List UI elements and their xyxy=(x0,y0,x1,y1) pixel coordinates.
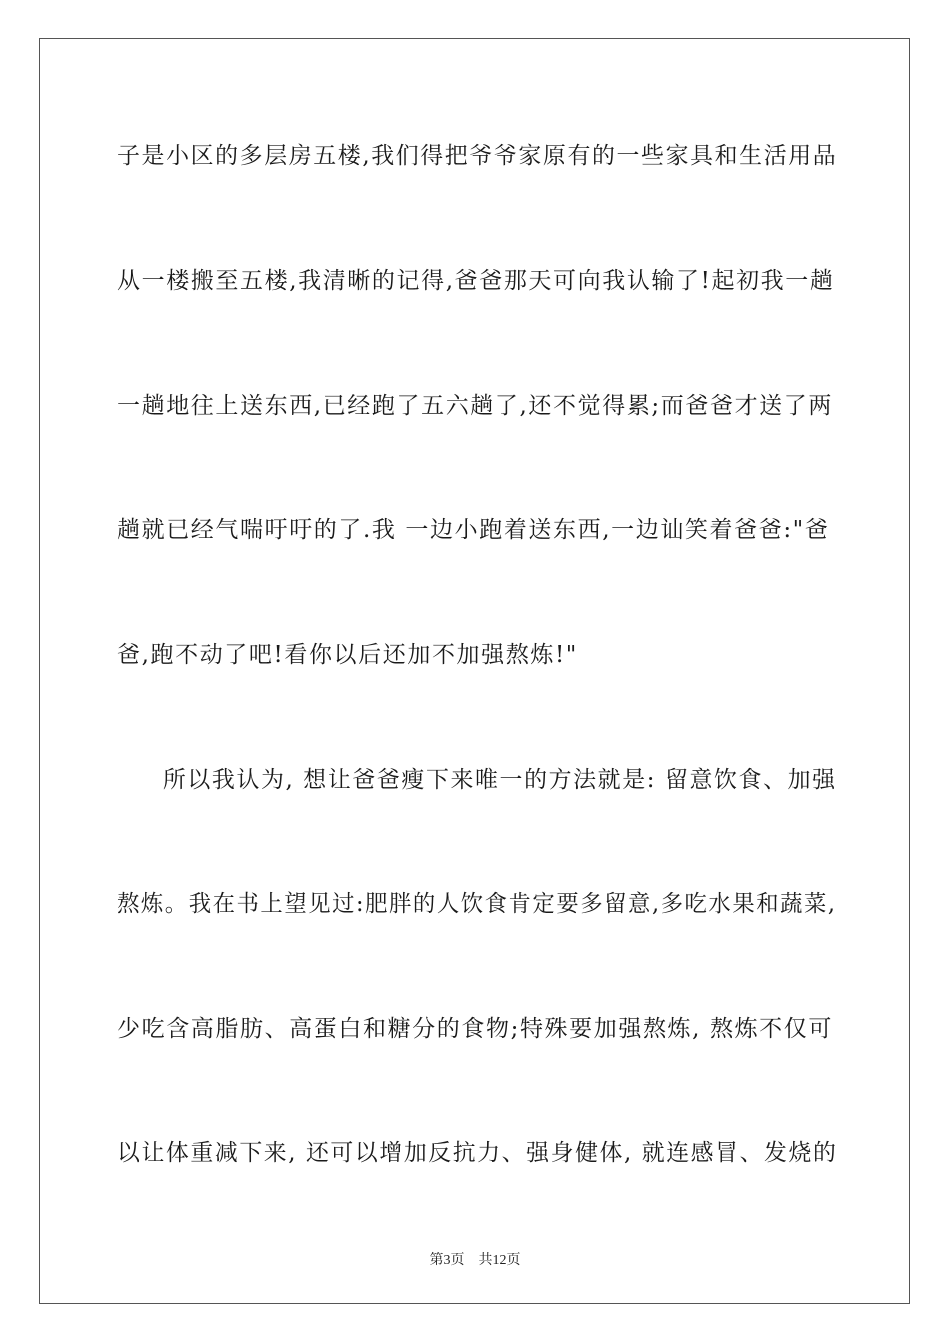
text-line-2: 从一楼搬至五楼,我清晰的记得,爸爸那天可向我认输了!起初我一趟 xyxy=(117,268,835,294)
text-line-9: 以让体重减下来, 还可以增加反抗力、强身健体, 就连感冒、发烧的 xyxy=(117,1140,838,1166)
text-line-5: 爸,跑不动了吧!看你以后还加不加强熬炼!" xyxy=(117,642,578,668)
page-footer xyxy=(0,1249,950,1269)
text-line-6-paragraph-start: 所以我认为, 想让爸爸瘦下来唯一的方法就是: 留意饮食、加强 xyxy=(162,767,837,793)
page-border xyxy=(39,38,910,1304)
text-line-3: 一趟地往上送东西,已经跑了五六趟了,还不觉得累;而爸爸才送了两 xyxy=(117,393,833,419)
text-line-1: 子是小区的多层房五楼,我们得把爷爷家原有的一些家具和生活用品 xyxy=(117,143,838,169)
page-number: 第3页 xyxy=(429,1253,465,1268)
text-line-8: 少吃含高脂肪、高蛋白和糖分的食物;特殊要加强熬炼, 熬炼不仅可 xyxy=(117,1016,833,1042)
text-line-4: 趟就已经气喘吁吁的了.我 一边小跑着送东西,一边讪笑着爸爸:"爸 xyxy=(117,517,830,543)
page-total: 共12页 xyxy=(478,1253,521,1268)
text-line-7: 熬炼。我在书上望见过:肥胖的人饮食肯定要多留意,多吃水果和蔬菜, xyxy=(117,891,837,917)
